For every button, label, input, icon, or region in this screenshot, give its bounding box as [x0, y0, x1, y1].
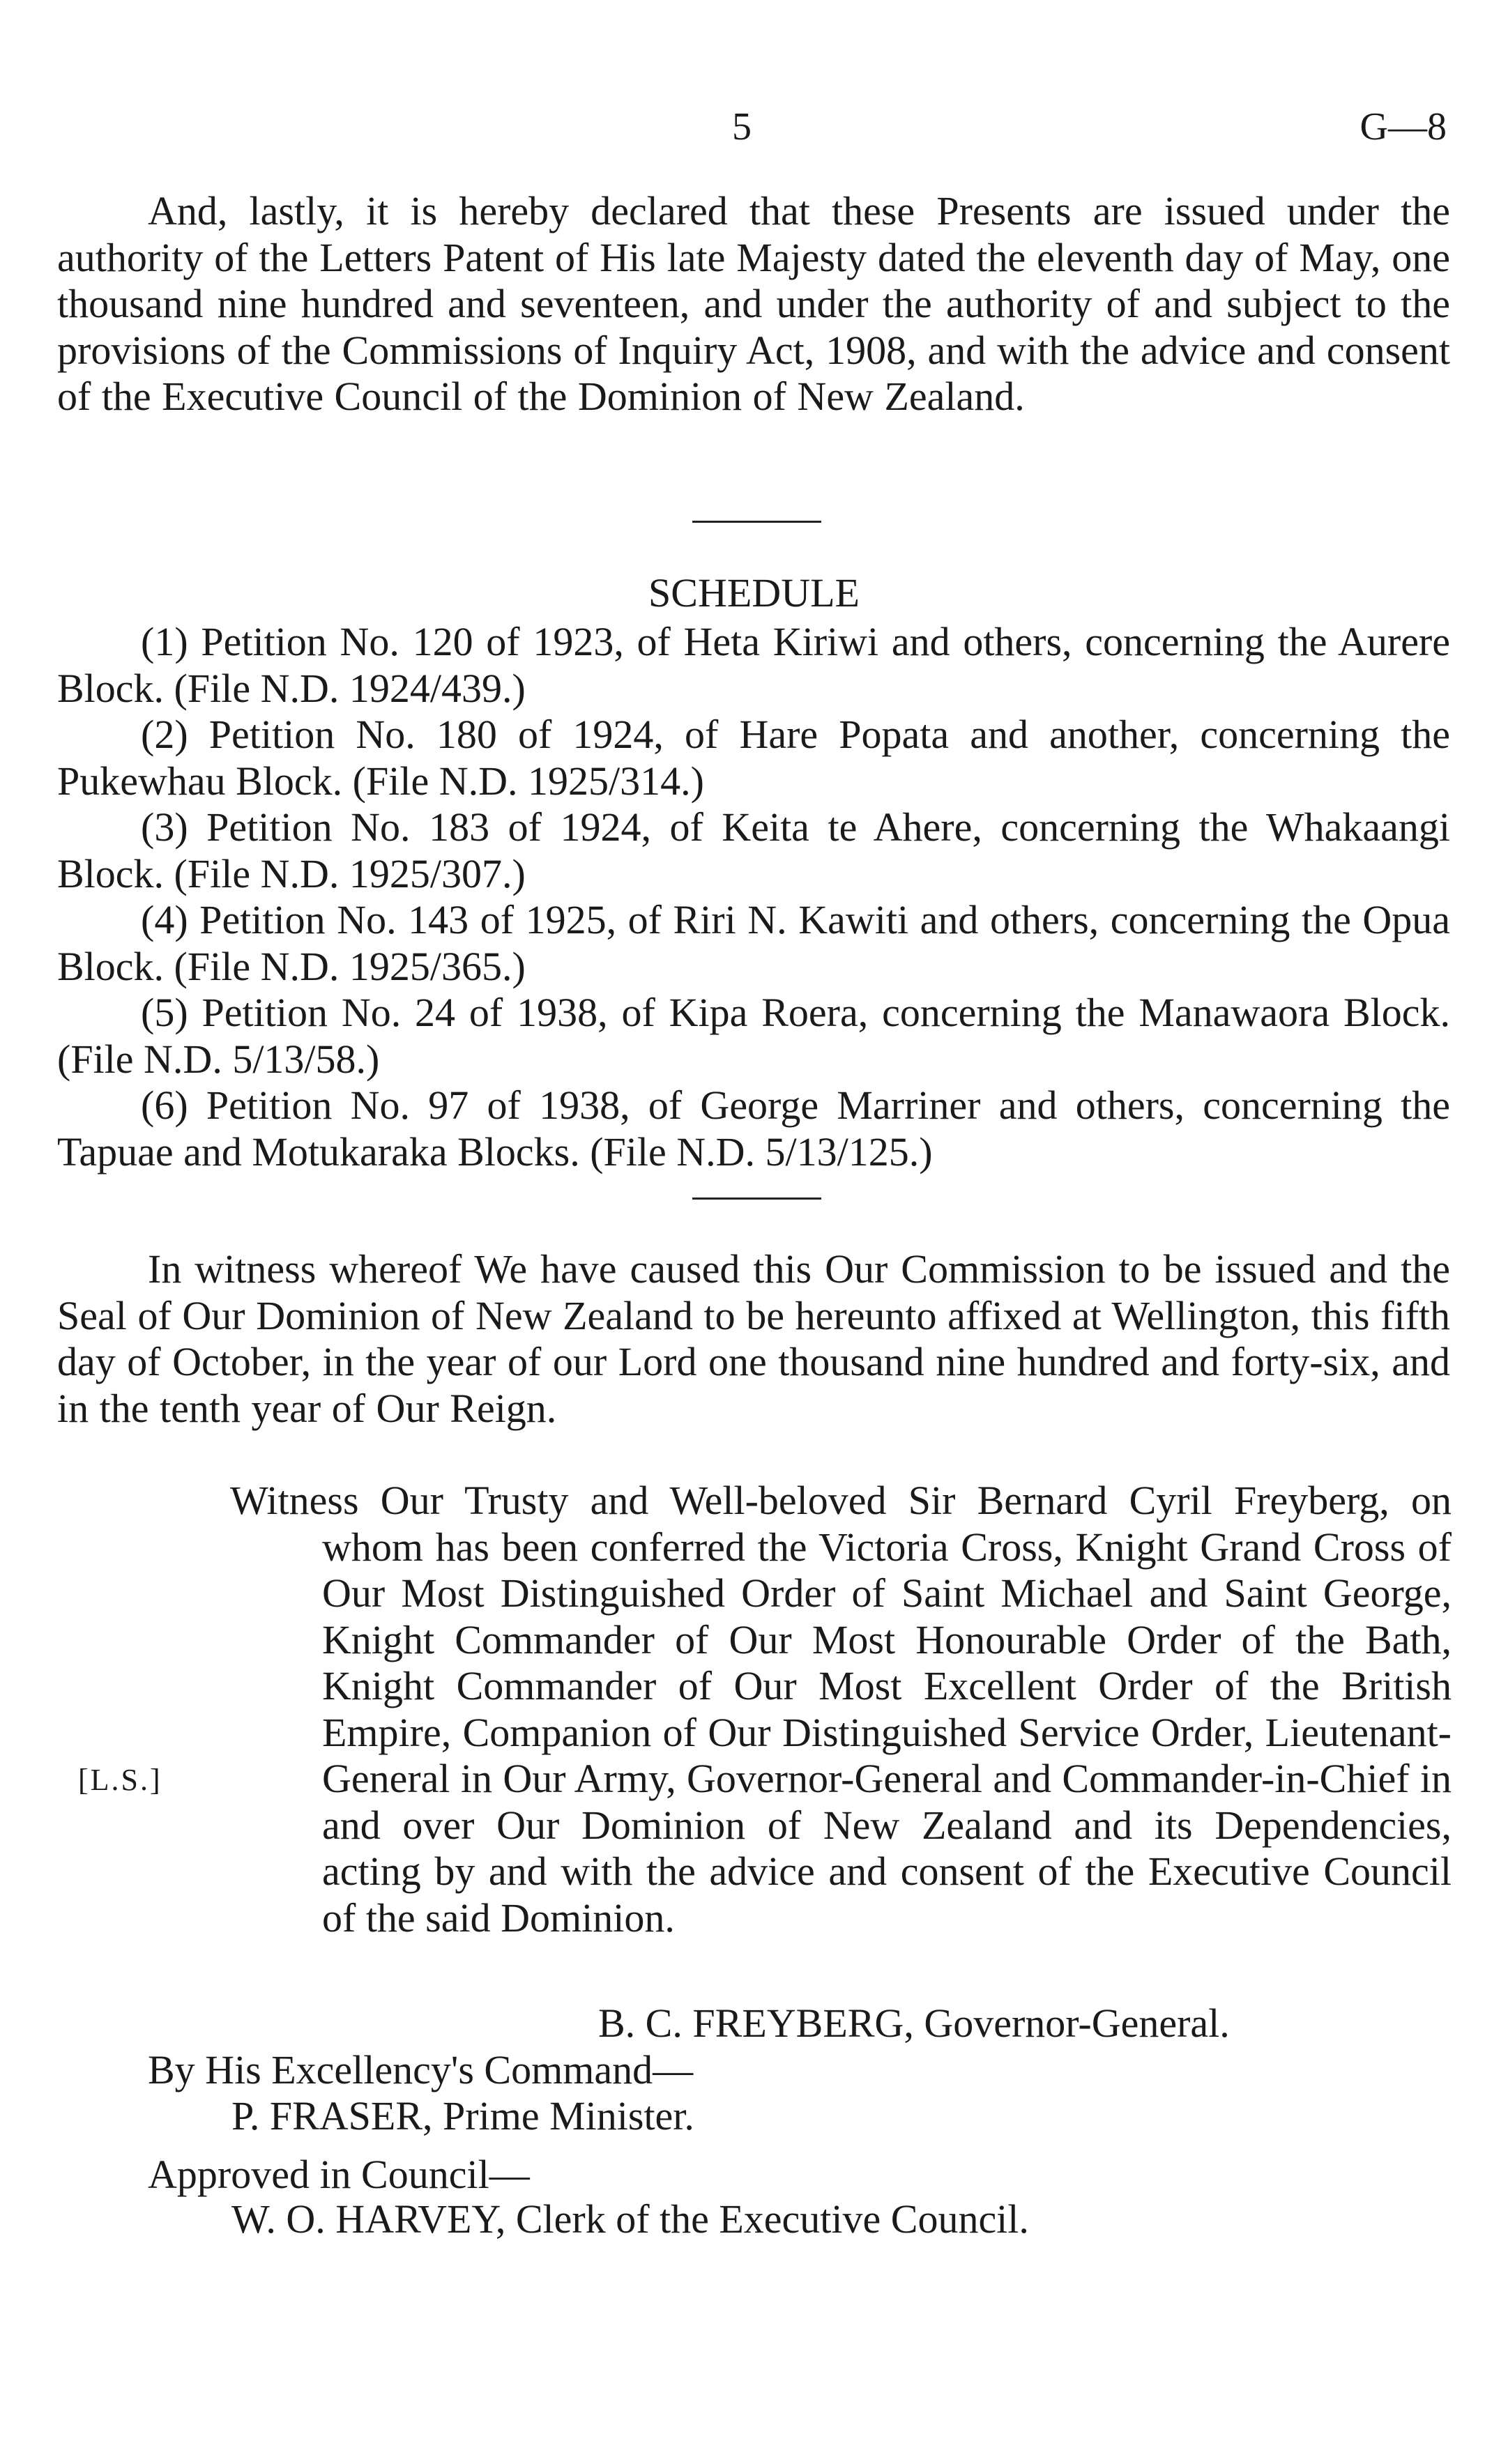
page-number: 5	[732, 105, 752, 148]
intro-paragraph: And, lastly, it is hereby declared that these Presents are issued under the authority of the Letters Patent of His late Majesty dated the eleventh day of May, one thousand nine hundred and seventeen, and under the authority of and subject to the provisions of the Commissions of Inquiry Act, 1908, and with the advice and consent of the Executive Council of the Dominion of New Zealand.	[57, 188, 1450, 419]
section-divider	[692, 1197, 821, 1200]
command-label: By His Excellency's Command—	[148, 2047, 694, 2092]
schedule-title: SCHEDULE	[648, 570, 860, 615]
schedule-item: (6) Petition No. 97 of 1938, of George Marriner and others, concerning the Tapuae and Motukaraka Blocks. (File N.D. 5/13/125.)	[57, 1082, 1450, 1174]
schedule-item: (5) Petition No. 24 of 1938, of Kipa Roera, concerning the Manawaora Block. (File N.D. 5/13/58.)	[57, 990, 1450, 1082]
schedule-item: (1) Petition No. 120 of 1923, of Heta Kiriwi and others, concerning the Aurere Block. (File N.D. 1924/439.)	[57, 619, 1450, 711]
clerk-signature: W. O. HARVEY, Clerk of the Executive Council.	[231, 2196, 1029, 2242]
in-witness-paragraph: In witness whereof We have caused this Our Commission to be issued and the Seal of Our Dominion of New Zealand to be hereunto affixed at Wellington, this fifth day of October, in the year of our Lord one thousand nine hundred and forty-six, and in the tenth year of Our Reign.	[57, 1246, 1450, 1431]
document-reference: G—8	[1360, 105, 1447, 148]
approved-label: Approved in Council—	[148, 2152, 530, 2197]
section-divider	[692, 521, 821, 523]
schedule-item: (3) Petition No. 183 of 1924, of Keita te Ahere, concerning the Whakaangi Block. (File N.D. 1925/307.)	[57, 804, 1450, 896]
witness-clause: Witness Our Trusty and Well-beloved Sir Bernard Cyril Freyberg, on whom has been conferred the Victoria Cross, Knight Grand Cross of Our Most Distinguished Order of Saint Michael and Saint George, Knight Commander of Our Most Honourable Order of the Bath, Knight Commander of Our Most Excellent Order of the British Empire, Companion of Our Distinguished Service Order, Lieutenant-General in Our Army, Governor-General and Commander-in-Chief in and over Our Dominion of New Zealand and its Dependencies, acting by and with the advice and consent of the Executive Council of the said Dominion.	[230, 1478, 1452, 1941]
prime-minister-signature: P. FRASER, Prime Minister.	[231, 2093, 694, 2138]
schedule-item: (4) Petition No. 143 of 1925, of Riri N. Kawiti and others, concerning the Opua Block. (File N.D. 1925/365.)	[57, 897, 1450, 989]
governor-signature: B. C. FREYBERG, Governor-General.	[598, 2000, 1230, 2046]
seal-mark: [L.S.]	[78, 1763, 162, 1797]
schedule-item: (2) Petition No. 180 of 1924, of Hare Popata and another, concerning the Pukewhau Block. (File N.D. 1925/314.)	[57, 712, 1450, 804]
